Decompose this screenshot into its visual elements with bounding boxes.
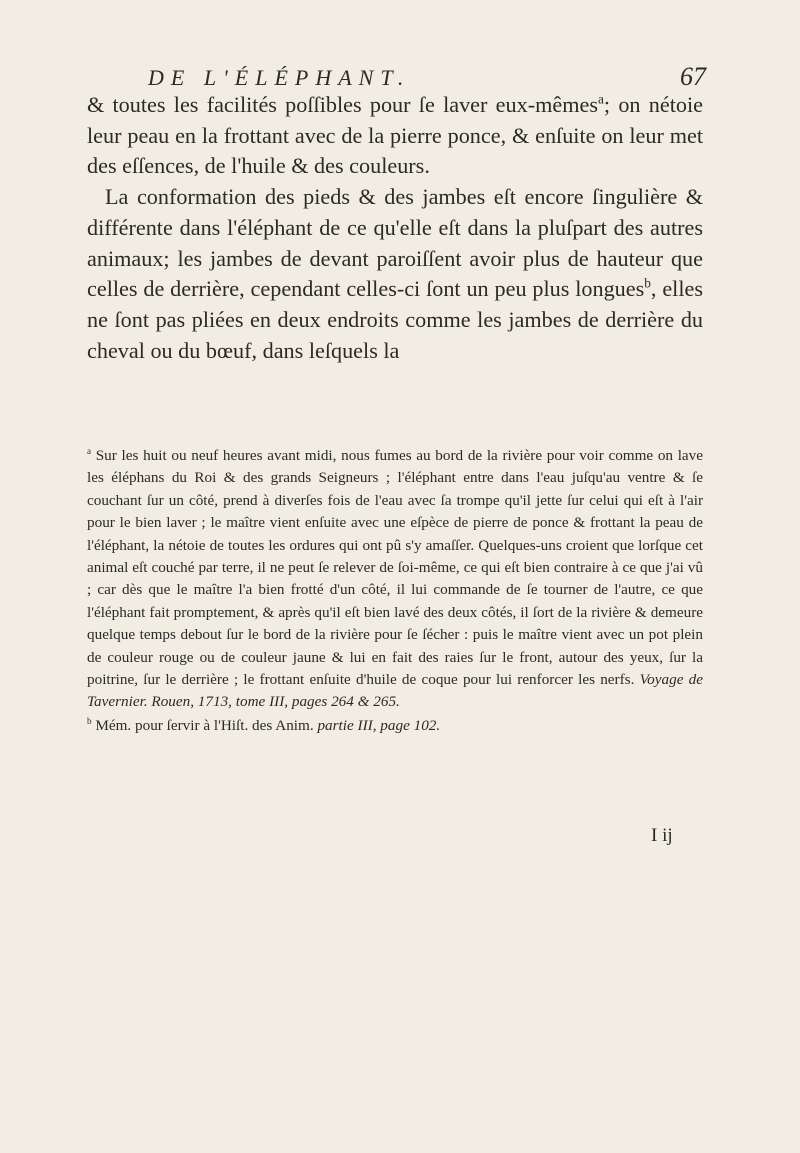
footnote-b-source: partie III, page 102. <box>317 716 441 734</box>
footnote-a-source: Voyage de Tavernier. Rouen, 1713, tome III, pages 264 & 265. <box>87 671 703 711</box>
footnote-b <box>87 715 703 737</box>
signature-mark: I ij <box>651 825 673 846</box>
running-title: DE L'ÉLÉPHANT. <box>148 65 411 90</box>
page-number: 67 <box>680 62 706 91</box>
paragraph-2 <box>87 182 703 366</box>
running-head <box>148 62 706 92</box>
footnote-a-text: Sur les huit ou neuf heures avant midi, nous fumes au bord de la rivière pour voir comme on lave les éléphans du Roi & des grands Seigneurs ; l'éléphant entre dans l'eau juſqu'au ventre & ſe couchant ſur un côté, prend à diverſes fois de l'eau avec ſa trompe qu'il jette ſur celui qui eſt à l'air pour le bien laver ; le maître vient enſuite avec une eſpèce de pierre de ponce & frottant la peau de l'éléphant, la nétoie de toutes les ordures qui ont pû s'y amaſſer. Quelques-uns croient que lorſque cet animal eſt couché par terre, il ne peut ſe relever de ſoi-même, ce qui eſt bien contraire à ce que j'ai vû ; car dès que le maître l'a bien frotté d'un côté, il lui commande de ſe tourner de l'autre, ce que l'éléphant fait promptement, & après qu'il eſt bien lavé des deux côtés, il ſort de la rivière & demeure quelque temps debout ſur le bord de la rivière pour ſe ſécher : puis le maître vient avec un pot plein de couleur rouge ou de couleur jaune & lui en fait des raies ſur le front, autour des yeux, ſur la poitrine, ſur le derrière ; le frottant enſuite d'huile de coque pour lui renforcer les nerfs. <box>87 447 703 689</box>
footnote-b-text: Mém. pour ſervir à l'Hiſt. des Anim. <box>95 716 314 734</box>
footnote-mark-b: b <box>644 275 651 291</box>
paragraph-2-text: La conformation des pieds & des jambes eſt encore ſingulière & différente dans l'éléphant de ce qu'elle eſt dans la pluſpart des autres animaux; les jambes de devant paroiſſent avoir plus de hauteur que celles de derrière, cependant celles-ci ſont un peu plus longues <box>87 184 703 302</box>
footnote-a <box>87 445 703 714</box>
paragraph-1 <box>87 90 703 182</box>
main-text <box>87 90 703 366</box>
paragraph-1-text: & toutes les facilités poſſibles pour ſe laver eux-mêmes <box>87 92 598 117</box>
paragraph-1-continuation: ; on nétoie leur peau en la frottant avec de la pierre ponce, & enſuite on leur met des eſſences, de l'huile & des couleurs. <box>87 92 703 179</box>
footnote-b-mark: b <box>87 715 92 726</box>
paragraph-2-continuation: , elles ne ſont pas pliées en deux endroits comme les jambes de derrière du cheval ou du bœuf, dans leſquels la <box>87 276 703 363</box>
footnote-mark-a: a <box>597 91 604 107</box>
footnote-a-mark: a <box>87 445 92 456</box>
footnotes <box>87 445 703 737</box>
